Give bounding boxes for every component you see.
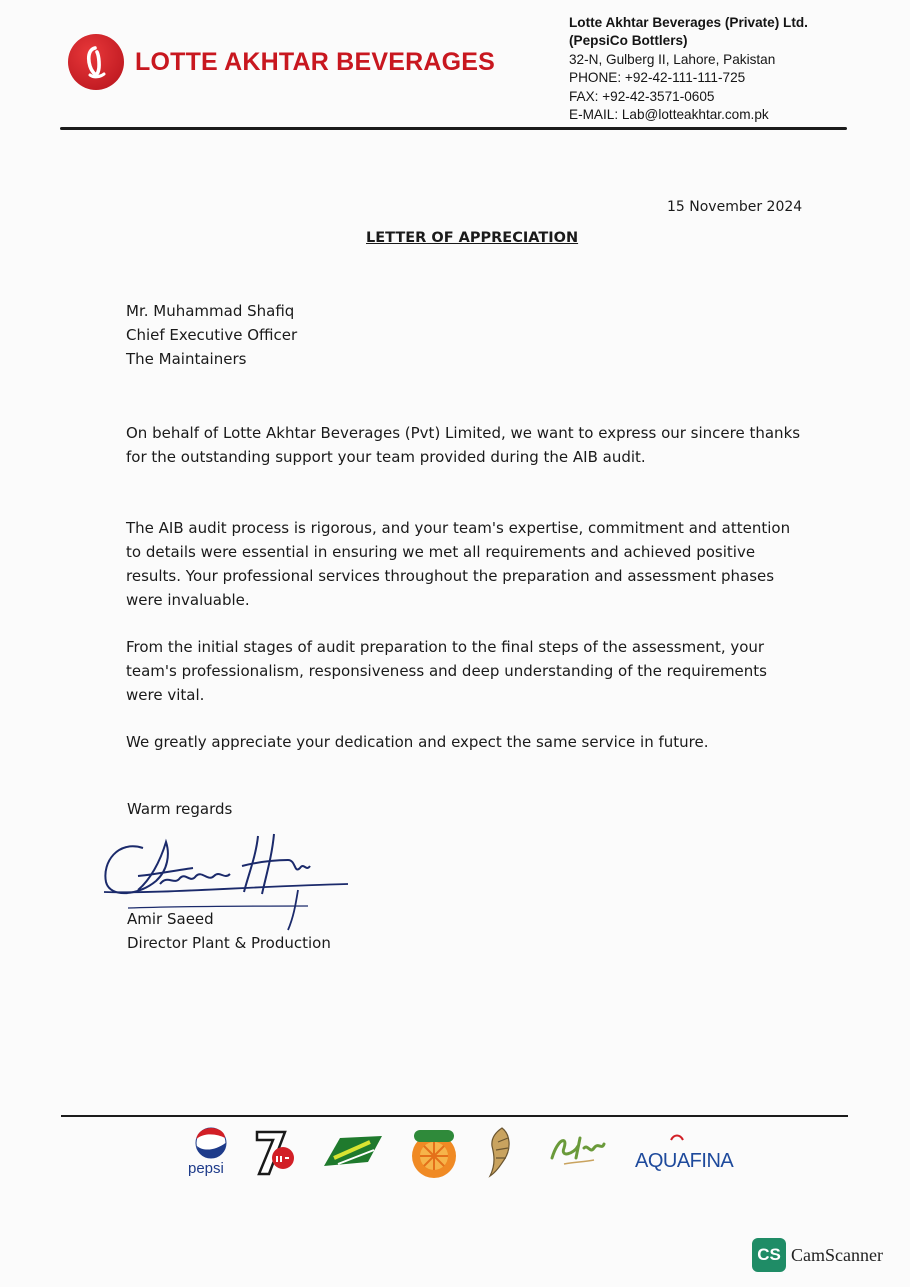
brand-logos-row [180,1122,740,1186]
company-phone: PHONE: +92-42-111-111-725 [569,70,746,86]
camscanner-label: CamScanner [791,1244,883,1265]
7up-logo-icon [253,1128,297,1178]
footer-divider [61,1115,848,1117]
aquafina-label: AQUAFINA [635,1150,734,1172]
letter-subject: LETTER OF APPRECIATION [366,230,579,246]
pepsi-logo-icon [194,1126,228,1160]
pepsi-label: pepsi [188,1160,224,1177]
camscanner-logo-icon: CS [752,1238,786,1272]
company-logo [68,34,495,90]
header-divider [60,127,847,130]
aquafina-drop-icon [670,1132,684,1142]
recipient-title: Chief Executive Officer [126,326,298,344]
signer-title: Director Plant & Production [127,934,331,952]
company-address: 32-N, Gulberg II, Lahore, Pakistan [569,51,776,67]
recipient-block [126,299,297,371]
body-paragraph: From the initial stages of audit preparation to the final steps of the assessment, your team's professionalism, responsiveness and deep understanding of the requirements were vital. [126,638,767,704]
closing-salutation: Warm regards [127,800,233,818]
slice-logo-icon [544,1128,608,1170]
body-paragraph: We greatly appreciate your dedication and expect the same service in future. [126,733,709,751]
company-fax: FAX: +92-42-3571-0605 [569,88,715,104]
brand-name: LOTTE AKHTAR BEVERAGES [135,47,495,76]
company-bottler: (PepsiCo Bottlers) [569,33,688,49]
recipient-name: Mr. Muhammad Shafiq [126,302,295,320]
company-email: E-MAIL: Lab@lotteakhtar.com.pk [569,107,769,123]
camscanner-watermark [752,1238,883,1272]
body-paragraph: On behalf of Lotte Akhtar Beverages (Pvt) Limited, we want to express our sincere thanks for the outstanding support your team provided during the AIB audit. [126,424,801,466]
sting-logo-icon [482,1124,522,1180]
signer-name: Amir Saeed [127,910,214,928]
recipient-company: The Maintainers [126,350,247,368]
signer-block [127,907,331,955]
body-paragraph: The AIB audit process is rigorous, and your team's expertise, commitment and attention to details were essential in ensuring we met all requirements and achieved positive results. Your professional services throughout the preparation and assessment phases were invaluable. [126,519,791,609]
letter-date: 15 November 2024 [667,199,803,215]
mirinda-logo-icon [408,1126,460,1180]
company-name: Lotte Akhtar Beverages (Private) Ltd. [569,15,808,30]
lotte-logo-icon [68,34,124,90]
mountain-dew-logo-icon [320,1132,386,1170]
company-address-block [569,14,808,124]
